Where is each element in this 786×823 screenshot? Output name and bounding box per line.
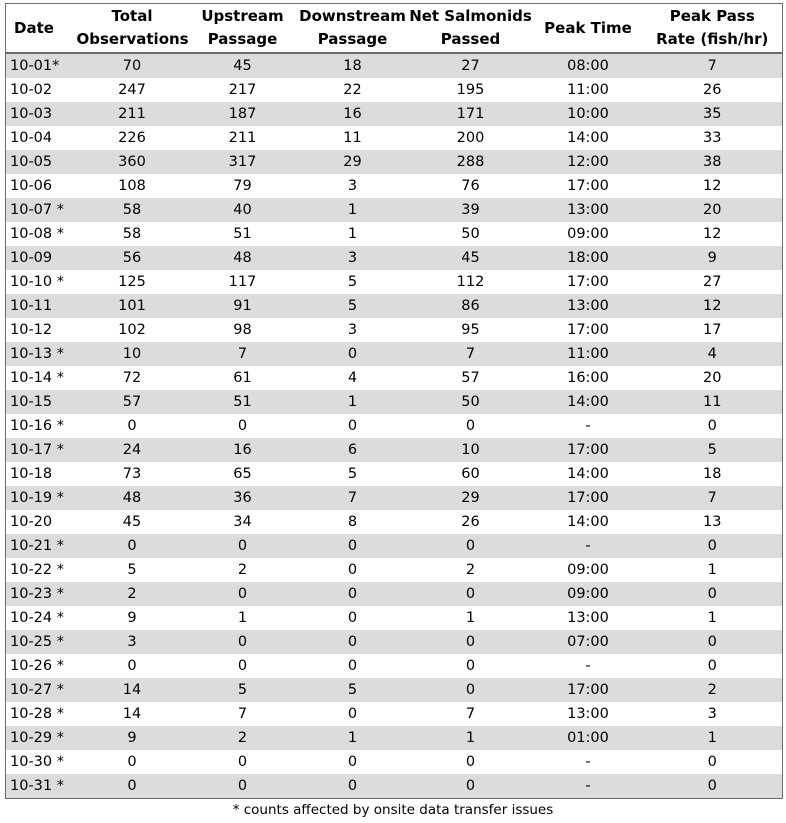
table-body [6,53,783,799]
cell-net-salmonids: 2 [408,558,534,582]
cell-net-salmonids: 195 [408,78,534,102]
cell-total-observations: 58 [77,198,188,222]
cell-peak-time: 17:00 [534,438,643,462]
cell-downstream-passage: 3 [298,318,408,342]
cell-upstream-passage: 317 [188,150,298,174]
cell-peak-pass-rate: 1 [643,726,783,750]
cell-date: 10-16 * [6,414,77,438]
cell-peak-pass-rate: 0 [643,774,783,799]
cell-upstream-passage: 65 [188,462,298,486]
header-down-line1: Downstream [299,7,406,25]
cell-date: 10-14 * [6,366,77,390]
table-row [6,606,783,630]
table-row [6,126,783,150]
cell-net-salmonids: 0 [408,654,534,678]
cell-net-salmonids: 0 [408,582,534,606]
cell-net-salmonids: 45 [408,246,534,270]
table-row [6,654,783,678]
cell-downstream-passage: 5 [298,678,408,702]
cell-peak-time: 14:00 [534,510,643,534]
cell-total-observations: 45 [77,510,188,534]
header-rate-line2: Rate (fish/hr) [656,30,769,48]
cell-upstream-passage: 98 [188,318,298,342]
cell-peak-pass-rate: 38 [643,150,783,174]
cell-peak-time: - [534,750,643,774]
cell-upstream-passage: 7 [188,702,298,726]
cell-date: 10-05 [6,150,77,174]
cell-downstream-passage: 16 [298,102,408,126]
cell-total-observations: 0 [77,534,188,558]
cell-peak-pass-rate: 4 [643,342,783,366]
cell-downstream-passage: 3 [298,174,408,198]
cell-date: 10-08 * [6,222,77,246]
cell-upstream-passage: 34 [188,510,298,534]
cell-upstream-passage: 79 [188,174,298,198]
header-downstream-passage [298,4,408,54]
cell-peak-time: - [534,774,643,799]
cell-peak-time: 11:00 [534,342,643,366]
cell-peak-pass-rate: 17 [643,318,783,342]
cell-peak-time: 17:00 [534,174,643,198]
table-row [6,414,783,438]
cell-total-observations: 247 [77,78,188,102]
header-total-line2: Observations [76,30,189,48]
header-total-observations [77,4,188,54]
cell-downstream-passage: 7 [298,486,408,510]
cell-peak-pass-rate: 33 [643,126,783,150]
table-row [6,342,783,366]
cell-upstream-passage: 91 [188,294,298,318]
cell-downstream-passage: 5 [298,270,408,294]
cell-total-observations: 70 [77,53,188,78]
cell-upstream-passage: 61 [188,366,298,390]
cell-total-observations: 14 [77,678,188,702]
cell-downstream-passage: 0 [298,606,408,630]
cell-downstream-passage: 8 [298,510,408,534]
cell-net-salmonids: 0 [408,678,534,702]
table-row [6,630,783,654]
cell-downstream-passage: 0 [298,654,408,678]
cell-downstream-passage: 3 [298,246,408,270]
cell-date: 10-30 * [6,750,77,774]
cell-net-salmonids: 171 [408,102,534,126]
cell-peak-pass-rate: 0 [643,630,783,654]
cell-downstream-passage: 0 [298,702,408,726]
cell-downstream-passage: 5 [298,462,408,486]
header-up-line2: Passage [207,30,278,48]
cell-upstream-passage: 2 [188,558,298,582]
cell-peak-pass-rate: 1 [643,606,783,630]
cell-total-observations: 2 [77,582,188,606]
cell-downstream-passage: 4 [298,366,408,390]
cell-upstream-passage: 40 [188,198,298,222]
cell-date: 10-21 * [6,534,77,558]
cell-date: 10-09 [6,246,77,270]
cell-total-observations: 360 [77,150,188,174]
cell-upstream-passage: 0 [188,654,298,678]
cell-peak-pass-rate: 1 [643,558,783,582]
cell-downstream-passage: 1 [298,198,408,222]
cell-total-observations: 0 [77,654,188,678]
cell-peak-time: 09:00 [534,582,643,606]
cell-peak-time: 16:00 [534,366,643,390]
header-peak-label: Peak Time [544,18,632,37]
cell-peak-time: 13:00 [534,198,643,222]
cell-upstream-passage: 117 [188,270,298,294]
cell-total-observations: 102 [77,318,188,342]
cell-downstream-passage: 0 [298,774,408,799]
cell-upstream-passage: 51 [188,222,298,246]
cell-peak-pass-rate: 20 [643,366,783,390]
cell-upstream-passage: 2 [188,726,298,750]
header-peak-pass-rate [643,4,783,54]
cell-downstream-passage: 18 [298,53,408,78]
header-date-label: Date [14,18,54,37]
cell-peak-time: 12:00 [534,150,643,174]
cell-total-observations: 3 [77,630,188,654]
cell-total-observations: 0 [77,750,188,774]
table-row [6,702,783,726]
cell-peak-time: 11:00 [534,78,643,102]
table-row [6,510,783,534]
cell-upstream-passage: 187 [188,102,298,126]
cell-peak-pass-rate: 0 [643,534,783,558]
cell-net-salmonids: 288 [408,150,534,174]
table-row [6,294,783,318]
cell-net-salmonids: 7 [408,702,534,726]
cell-downstream-passage: 0 [298,582,408,606]
cell-peak-pass-rate: 11 [643,390,783,414]
cell-upstream-passage: 1 [188,606,298,630]
cell-net-salmonids: 50 [408,390,534,414]
cell-peak-pass-rate: 5 [643,438,783,462]
table-row [6,534,783,558]
table-row [6,174,783,198]
cell-net-salmonids: 112 [408,270,534,294]
cell-net-salmonids: 39 [408,198,534,222]
cell-peak-pass-rate: 18 [643,462,783,486]
cell-peak-time: 08:00 [534,53,643,78]
cell-total-observations: 0 [77,414,188,438]
footnote: * counts affected by onsite data transfer issues [232,802,554,818]
cell-date: 10-06 [6,174,77,198]
cell-date: 10-10 * [6,270,77,294]
table-row [6,774,783,799]
cell-upstream-passage: 0 [188,582,298,606]
cell-peak-time: 17:00 [534,318,643,342]
table-header [6,4,783,54]
cell-upstream-passage: 0 [188,750,298,774]
cell-net-salmonids: 26 [408,510,534,534]
table-row [6,366,783,390]
table-row [6,582,783,606]
cell-peak-time: - [534,414,643,438]
cell-net-salmonids: 86 [408,294,534,318]
cell-upstream-passage: 0 [188,414,298,438]
cell-peak-pass-rate: 0 [643,582,783,606]
cell-downstream-passage: 0 [298,414,408,438]
cell-upstream-passage: 211 [188,126,298,150]
cell-peak-pass-rate: 35 [643,102,783,126]
cell-net-salmonids: 95 [408,318,534,342]
cell-net-salmonids: 29 [408,486,534,510]
cell-downstream-passage: 0 [298,534,408,558]
table-row [6,150,783,174]
cell-net-salmonids: 200 [408,126,534,150]
cell-total-observations: 0 [77,774,188,799]
cell-upstream-passage: 5 [188,678,298,702]
cell-date: 10-29 * [6,726,77,750]
cell-date: 10-01* [6,53,77,78]
cell-downstream-passage: 0 [298,750,408,774]
cell-total-observations: 72 [77,366,188,390]
cell-downstream-passage: 1 [298,222,408,246]
cell-net-salmonids: 27 [408,53,534,78]
cell-peak-pass-rate: 7 [643,486,783,510]
table-row [6,438,783,462]
cell-peak-pass-rate: 26 [643,78,783,102]
cell-downstream-passage: 0 [298,558,408,582]
cell-total-observations: 226 [77,126,188,150]
cell-total-observations: 101 [77,294,188,318]
cell-date: 10-03 [6,102,77,126]
cell-date: 10-20 [6,510,77,534]
cell-total-observations: 9 [77,726,188,750]
cell-peak-time: 14:00 [534,462,643,486]
cell-total-observations: 125 [77,270,188,294]
cell-peak-pass-rate: 27 [643,270,783,294]
cell-peak-time: 14:00 [534,390,643,414]
cell-total-observations: 14 [77,702,188,726]
cell-peak-pass-rate: 9 [643,246,783,270]
cell-date: 10-19 * [6,486,77,510]
cell-peak-time: 07:00 [534,630,643,654]
cell-peak-time: - [534,534,643,558]
cell-net-salmonids: 0 [408,414,534,438]
cell-peak-pass-rate: 0 [643,750,783,774]
cell-peak-time: 01:00 [534,726,643,750]
table-row [6,462,783,486]
cell-peak-time: - [534,654,643,678]
table-row [6,246,783,270]
table-row [6,270,783,294]
cell-date: 10-18 [6,462,77,486]
table-row [6,486,783,510]
cell-upstream-passage: 0 [188,774,298,799]
header-net-line1: Net Salmonids [409,7,532,25]
cell-downstream-passage: 1 [298,390,408,414]
header-net-salmonids [408,4,534,54]
cell-peak-pass-rate: 13 [643,510,783,534]
cell-peak-pass-rate: 12 [643,174,783,198]
cell-net-salmonids: 7 [408,342,534,366]
cell-net-salmonids: 0 [408,774,534,799]
table-row [6,198,783,222]
cell-net-salmonids: 76 [408,174,534,198]
cell-date: 10-13 * [6,342,77,366]
cell-downstream-passage: 5 [298,294,408,318]
header-rate-line1: Peak Pass [669,7,755,25]
header-net-line2: Passed [440,30,501,48]
cell-net-salmonids: 10 [408,438,534,462]
cell-upstream-passage: 0 [188,630,298,654]
cell-net-salmonids: 0 [408,534,534,558]
cell-upstream-passage: 16 [188,438,298,462]
header-peak-time [534,4,643,54]
cell-peak-time: 13:00 [534,702,643,726]
table-row [6,726,783,750]
cell-net-salmonids: 0 [408,750,534,774]
table-row [6,318,783,342]
cell-total-observations: 56 [77,246,188,270]
cell-peak-time: 13:00 [534,606,643,630]
cell-upstream-passage: 48 [188,246,298,270]
cell-upstream-passage: 7 [188,342,298,366]
cell-downstream-passage: 0 [298,630,408,654]
cell-peak-pass-rate: 0 [643,414,783,438]
salmonid-passage-table-container [5,3,782,799]
cell-date: 10-23 * [6,582,77,606]
cell-peak-time: 09:00 [534,558,643,582]
cell-upstream-passage: 0 [188,534,298,558]
cell-total-observations: 5 [77,558,188,582]
cell-date: 10-07 * [6,198,77,222]
cell-date: 10-24 * [6,606,77,630]
table-row [6,222,783,246]
cell-peak-time: 17:00 [534,270,643,294]
cell-peak-time: 13:00 [534,294,643,318]
table-row [6,102,783,126]
cell-peak-pass-rate: 7 [643,53,783,78]
cell-downstream-passage: 29 [298,150,408,174]
cell-net-salmonids: 50 [408,222,534,246]
table-row [6,53,783,78]
cell-date: 10-12 [6,318,77,342]
table-row [6,750,783,774]
cell-upstream-passage: 45 [188,53,298,78]
table-row [6,558,783,582]
cell-total-observations: 211 [77,102,188,126]
cell-peak-pass-rate: 3 [643,702,783,726]
cell-peak-time: 18:00 [534,246,643,270]
cell-peak-time: 10:00 [534,102,643,126]
cell-downstream-passage: 1 [298,726,408,750]
cell-downstream-passage: 0 [298,342,408,366]
header-total-line1: Total [111,7,153,25]
cell-downstream-passage: 6 [298,438,408,462]
cell-net-salmonids: 0 [408,630,534,654]
cell-net-salmonids: 57 [408,366,534,390]
header-upstream-passage [188,4,298,54]
cell-date: 10-22 * [6,558,77,582]
cell-total-observations: 9 [77,606,188,630]
cell-peak-pass-rate: 2 [643,678,783,702]
header-down-line2: Passage [317,30,388,48]
cell-date: 10-15 [6,390,77,414]
cell-total-observations: 58 [77,222,188,246]
cell-date: 10-11 [6,294,77,318]
table-row [6,678,783,702]
cell-date: 10-02 [6,78,77,102]
cell-total-observations: 10 [77,342,188,366]
cell-upstream-passage: 51 [188,390,298,414]
salmonid-passage-table [5,3,783,799]
cell-net-salmonids: 1 [408,726,534,750]
cell-date: 10-26 * [6,654,77,678]
cell-date: 10-27 * [6,678,77,702]
cell-peak-pass-rate: 12 [643,222,783,246]
cell-net-salmonids: 60 [408,462,534,486]
cell-upstream-passage: 36 [188,486,298,510]
header-date [6,4,77,54]
cell-peak-time: 14:00 [534,126,643,150]
cell-peak-pass-rate: 12 [643,294,783,318]
cell-total-observations: 108 [77,174,188,198]
table-row [6,78,783,102]
cell-date: 10-25 * [6,630,77,654]
cell-peak-pass-rate: 0 [643,654,783,678]
cell-net-salmonids: 1 [408,606,534,630]
cell-total-observations: 48 [77,486,188,510]
cell-total-observations: 73 [77,462,188,486]
header-up-line1: Upstream [201,7,284,25]
cell-date: 10-31 * [6,774,77,799]
cell-date: 10-17 * [6,438,77,462]
cell-total-observations: 24 [77,438,188,462]
cell-upstream-passage: 217 [188,78,298,102]
cell-date: 10-04 [6,126,77,150]
header-row [6,4,783,54]
table-row [6,390,783,414]
cell-peak-time: 17:00 [534,678,643,702]
cell-peak-time: 17:00 [534,486,643,510]
cell-date: 10-28 * [6,702,77,726]
cell-downstream-passage: 11 [298,126,408,150]
cell-total-observations: 57 [77,390,188,414]
cell-downstream-passage: 22 [298,78,408,102]
cell-peak-time: 09:00 [534,222,643,246]
cell-peak-pass-rate: 20 [643,198,783,222]
